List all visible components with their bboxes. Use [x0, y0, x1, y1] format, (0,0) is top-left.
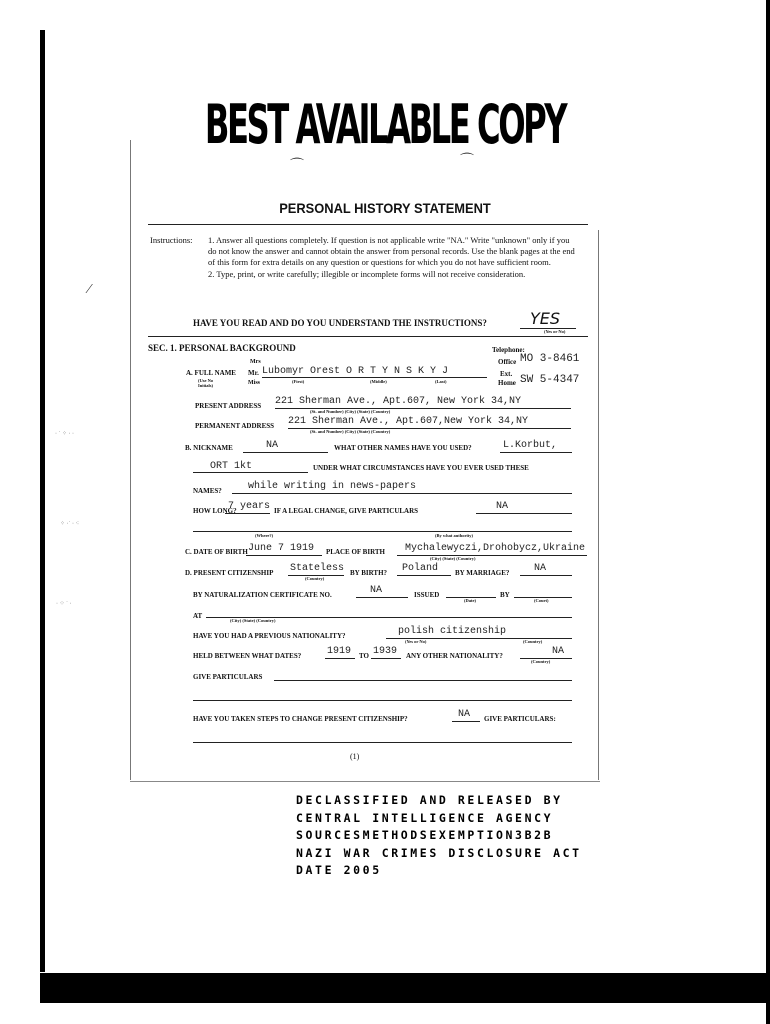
- other-names-label: WHAT OTHER NAMES HAVE YOU USED?: [334, 444, 472, 452]
- change-citizenship-line: [452, 721, 480, 722]
- legal-change-line: [476, 513, 572, 514]
- legal-change-value[interactable]: NA: [496, 501, 509, 512]
- permanent-address-notes: (St. and Number) (City) (State) (Country): [310, 429, 391, 434]
- scan-bottom-band: [40, 973, 766, 1003]
- best-available-copy-stamp: BEST AVAILABLE COPY: [204, 93, 566, 157]
- at-notes: (City) (State) (Country): [230, 618, 276, 623]
- declass-line-2: CENTRAL INTELLIGENCE AGENCY: [296, 810, 554, 825]
- particulars-label: GIVE PARTICULARS: [193, 673, 263, 681]
- hole-punch-mark: ⌒: [290, 159, 304, 174]
- title-miss: Miss: [248, 380, 260, 386]
- held-to-value[interactable]: 1939: [373, 646, 398, 657]
- names-value[interactable]: while writing in news-papers: [248, 481, 417, 492]
- declassification-stamp: [296, 792, 582, 880]
- legal-change-label: IF A LEGAL CHANGE, GIVE PARTICULARS: [274, 507, 419, 515]
- section-heading: SEC. 1. PERSONAL BACKGROUND: [148, 343, 296, 353]
- office-label: Office: [498, 358, 517, 366]
- home-phone[interactable]: SW 5-4347: [520, 374, 580, 386]
- change-particulars-line: [193, 742, 572, 743]
- particulars-line: [274, 680, 572, 681]
- instruction-2: 2. Type, print, or write carefully; illegible or incomplete forms will not receive consideration.: [208, 269, 526, 279]
- title-mrs: Mrs: [250, 359, 261, 365]
- hole-punch-mark: ⌒: [460, 154, 474, 169]
- change-citizenship-value[interactable]: NA: [458, 709, 471, 720]
- instructions-block: [150, 235, 580, 281]
- naturalization-line: [356, 597, 408, 598]
- issued-label: ISSUED: [414, 591, 440, 599]
- other-names-value-2[interactable]: ORT 1kt: [210, 461, 253, 472]
- nickname-label: B. NICKNAME: [185, 444, 233, 452]
- scan-left-border: [40, 30, 45, 972]
- change-citizenship-label: HAVE YOU TAKEN STEPS TO CHANGE PRESENT CITIZENSHIP?: [193, 715, 408, 723]
- prev-nationality-label: HAVE YOU HAD A PREVIOUS NATIONALITY?: [193, 632, 346, 640]
- nickname-line: [243, 452, 328, 453]
- ext-label: Ext.: [500, 370, 513, 378]
- pob-label: PLACE OF BIRTH: [326, 548, 386, 556]
- page-edge-right: [598, 230, 599, 780]
- circumstances-label: UNDER WHAT CIRCUMSTANCES HAVE YOU EVER USED THESE: [313, 464, 529, 472]
- by-label: BY: [500, 591, 510, 599]
- citizenship-country-note: (Country): [305, 576, 325, 581]
- held-from-value[interactable]: 1919: [327, 646, 352, 657]
- full-name-value[interactable]: Lubomyr Orest O R T Y N S K Y J: [262, 366, 449, 377]
- at-label: AT: [193, 612, 203, 620]
- read-instructions-question: HAVE YOU READ AND DO YOU UNDERSTAND THE INSTRUCTIONS?: [193, 318, 487, 328]
- instructions-label: Instructions:: [150, 235, 193, 245]
- page-edge-left: [130, 140, 131, 780]
- scan-right-border: [766, 0, 770, 1024]
- full-name-label: A. FULL NAME: [186, 369, 236, 377]
- other-names-line-2: [193, 472, 308, 473]
- permanent-address-label: PERMANENT ADDRESS: [195, 422, 275, 430]
- title-rule: [148, 224, 588, 225]
- date-note: (Date): [464, 598, 476, 603]
- naturalization-value[interactable]: NA: [370, 585, 383, 596]
- naturalization-label: BY NATURALIZATION CERTIFICATE NO.: [193, 591, 332, 599]
- by-birth-value[interactable]: Poland: [402, 563, 439, 574]
- held-to-line: [371, 658, 401, 659]
- authority-note: (By what authority): [435, 533, 473, 538]
- dob-line: [246, 555, 322, 556]
- particulars-line-2: [193, 700, 572, 701]
- dob-label: C. DATE OF BIRTH: [185, 548, 248, 556]
- pob-notes: (City) (State) (Country): [430, 556, 476, 561]
- prev-nationality-yes-no-note: (Yes or No): [405, 639, 427, 644]
- by-marriage-value[interactable]: NA: [534, 563, 547, 574]
- declass-line-4: NAZI WAR CRIMES DISCLOSURE ACT: [296, 845, 582, 860]
- to-label: TO: [359, 652, 369, 660]
- declass-line-3: SOURCESMETHODSEXEMPTION3B2B: [296, 828, 554, 842]
- last-note: (Last): [435, 379, 447, 384]
- page-number: (1): [350, 752, 360, 761]
- scan-noise: · ˙ ⁘ · ·: [55, 431, 75, 437]
- how-long-value[interactable]: 7 years: [228, 501, 271, 512]
- declass-line-5: DATE 2005: [296, 863, 382, 877]
- form-title: PERSONAL HISTORY STATEMENT: [279, 200, 491, 216]
- by-birth-line: [397, 575, 451, 576]
- by-birth-label: BY BIRTH?: [350, 569, 388, 577]
- any-other-country-note: (Country): [531, 659, 551, 664]
- court-note: (Court): [534, 598, 549, 603]
- permanent-address-value[interactable]: 221 Sherman Ave., Apt.607,New York 34,NY: [288, 416, 529, 427]
- other-names-line: [500, 452, 572, 453]
- scan-noise: · ⁘ ˙ ·: [56, 601, 72, 607]
- by-marriage-line: [520, 575, 572, 576]
- how-long-label: HOW LONG?: [193, 507, 237, 515]
- yes-no-note: (Yes or No): [544, 329, 566, 334]
- present-address-value[interactable]: 221 Sherman Ave., Apt.607, New York 34,NY: [275, 396, 522, 407]
- read-answer[interactable]: YES: [530, 309, 561, 328]
- prev-nationality-country-note: (Country): [523, 639, 543, 644]
- office-phone[interactable]: MO 3-8461: [520, 353, 580, 365]
- nickname-value[interactable]: NA: [266, 440, 279, 451]
- present-address-notes: (St. and Number) (City) (State) (Country): [310, 409, 391, 414]
- pob-value[interactable]: Mychalewyczi,Drohobycz,Ukraine: [405, 543, 586, 554]
- pob-line: [397, 555, 587, 556]
- how-long-line: [225, 513, 270, 514]
- declass-line-1: DECLASSIFIED AND RELEASED BY: [296, 793, 563, 807]
- present-address-label: PRESENT ADDRESS: [195, 402, 262, 410]
- citizenship-value[interactable]: Stateless: [290, 563, 345, 574]
- where-note: (Where?): [255, 533, 274, 538]
- held-dates-label: HELD BETWEEN WHAT DATES?: [193, 652, 302, 660]
- citizenship-label: D. PRESENT CITIZENSHIP: [185, 569, 274, 577]
- section-rule: [148, 336, 588, 337]
- title-mr: Mr.: [248, 369, 259, 377]
- instruction-1: 1. Answer all questions completely. If question is not applicable write "NA." Write "unknown" only if you do not know the answer and cannot obtain the answer from personal records. Use the blank pages at the end of this form for extra details on any question or questions for which you do not have sufficient room.: [208, 235, 575, 267]
- full-name-line: [262, 377, 487, 378]
- other-names-value[interactable]: L.Korbut,: [503, 440, 558, 451]
- any-other-nationality-label: ANY OTHER NATIONALITY?: [406, 652, 503, 660]
- names-label: NAMES?: [193, 487, 222, 495]
- names-line: [232, 493, 572, 494]
- by-marriage-label: BY MARRIAGE?: [455, 569, 510, 577]
- first-note: (First): [292, 379, 305, 384]
- give-particulars-label: GIVE PARTICULARS:: [484, 715, 556, 723]
- dob-value[interactable]: June 7 1919: [248, 543, 315, 554]
- middle-note: (Middle): [370, 379, 387, 384]
- prev-nationality-value[interactable]: polish citizenship: [398, 626, 507, 637]
- telephone-label: Telephone:: [492, 346, 525, 354]
- page-bottom-rule: [130, 781, 600, 782]
- any-other-nationality-value[interactable]: NA: [552, 646, 565, 657]
- legal-change-line-2: [193, 531, 572, 532]
- held-from-line: [325, 658, 355, 659]
- use-initials-note: (Use No Initials): [198, 378, 214, 388]
- scan-noise: ⁘ ·˙ · ⁖: [60, 521, 80, 527]
- home-label: Home: [498, 379, 516, 387]
- pen-mark: ⁄: [88, 282, 91, 297]
